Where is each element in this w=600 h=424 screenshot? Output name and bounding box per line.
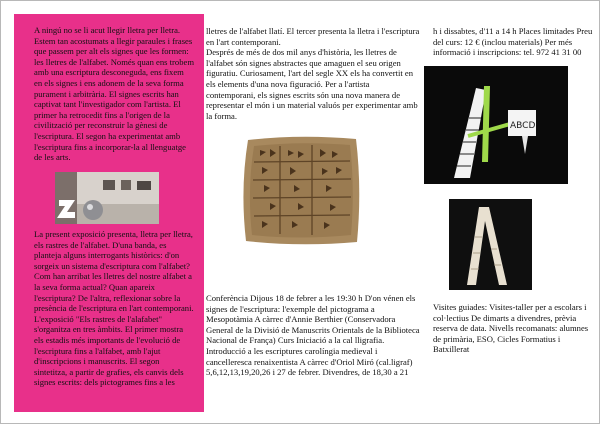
course-info-text: h i dissabtes, d'11 a 14 h Places limitades Preu del curs: 12 € (inclou materials) Per més informació i inscripcions: tel. 972 41 31 00: [433, 26, 593, 58]
exhibition-paragraph: La present exposició presenta, lletra per lletra, els rastres de l'alfabet. D'una banda, es planteja alguns interrogants històrics: d'on sorgeix un sistema d'escriptura com l'alfabet? Com han arribat les lletres del nostre alfabet a la seva forma actual? Quan apareix l'escriptura? De l'altra, reflexionar sobre la presència de l'escriptura en l'art contemporani. L'exposició "Els rastres de l'alafabet" s'organitza en tres àmbits. El primer mostra els estadis més importants de l'evolució de l'escriptura fins a l'alfabet, amb l'ajut d'inscripcions i manuscrits. El segon sintetitza, a partir de grafies, els canvis dels signes escrits: dels pictogrames fins a les: [34, 229, 194, 388]
letter-sculpture-photo: [424, 66, 568, 184]
sculpture-label: ABCD: [510, 121, 536, 131]
guided-visits-text: Visites guiades: Visites-taller per a escolars i col·lectius De dimarts a divendres, prèvia reserva de data. Nivells recomanats: alumnes de primària, ESO, Cicles Formatius i Batxillerat: [433, 302, 589, 355]
middle-top-text: lletres de l'alfabet llatí. El tercer presenta la lletra i l'escriptura en l'art contemporani. Després de més de dos mil anys d'història, les lletres de l'alfabet són signes abstractes que amaguen el seu origen figuratiu. Curiosament, l'art del segle XX els ha convertit en els elements d'una nova figuració. Per a l'artista contemporani, els signes escrits són una nova manera de representar el món i un material valuós per experimentar amb la forma.: [206, 26, 420, 121]
intro-paragraph: A ningú no se li acut llegir lletra per lletra. Estem tan acostumats a llegir paraules i frases que passem per alt els signes que les formen: les lletres de l'alfabet. Només quan ens trobem amb una escriptura desconeguda, ens fixem en els signes i ens adonem de la seva forma purament i arbitrària. El signes escrits han captivat tant l'investigador com l'artista. El primer ha retrocedit fins a l'origen de la civilització per reconstruir la gènesi de l'escriptura. El segon ha experimentat amb l'escriptura fins a incorporar-la al llenguatge de les arts.: [34, 25, 195, 163]
conference-course-text: Conferència Dijous 18 de febrer a les 19:30 h D'on vénen els signes de l'escriptura: l'exemple del pictograma a Mesopotàmia A càrrec d'Annie Berthier (Conservadora General de la Divisió de Manuscrits Orientals de la Biblioteca Nacional de França) Curs Iniciació a la cal lligrafia. Introducció a les escriptures carolíngia medieval i cancelleresca renaixentista A càrrec d'Oriol Miró (cal.ligraf) 5,6,12,13,19,20,26 i 27 de febrer. Divendres, de 18,30 a 21: [206, 293, 420, 378]
letter-a-sculpture-photo: [449, 199, 532, 290]
gallery-photo: [55, 172, 159, 224]
cuneiform-tablet-photo: [240, 134, 364, 247]
